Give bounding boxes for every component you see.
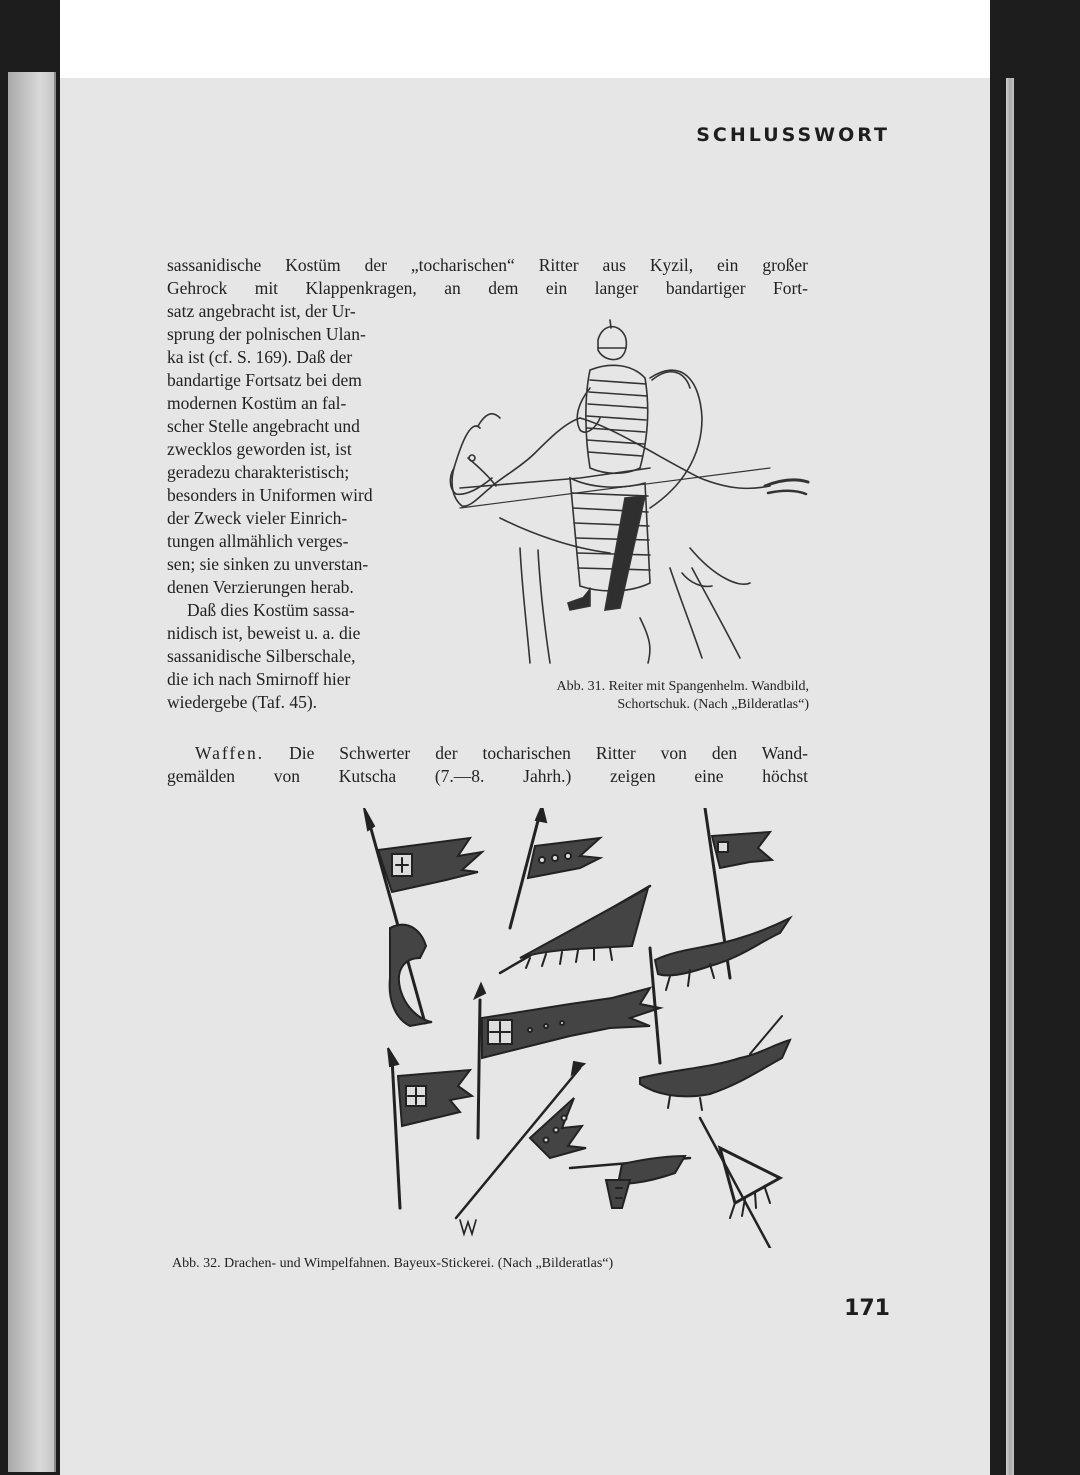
column-line: sen; sie sinken zu unverstan- xyxy=(167,554,369,574)
column-line: sassanidische Silberschale, xyxy=(167,646,356,666)
left-page-edge xyxy=(8,72,56,1472)
section-lead: Waffen. xyxy=(195,743,265,763)
column-line: Daß dies Kostüm sassa- xyxy=(187,600,355,620)
page-edge-shadow xyxy=(1006,78,1014,1475)
paragraph-line xyxy=(167,742,808,765)
column-line: geradezu charakteristisch; xyxy=(167,462,350,482)
paragraph-line: gemälden von Kutscha (7.—8. Jahrh.) zeigen eine höchst xyxy=(167,766,808,786)
background-right xyxy=(990,0,1080,1475)
paragraph-text: Die Schwerter der tocharischen Ritter von den Wand- xyxy=(264,743,808,763)
figure-31-caption xyxy=(441,678,809,714)
figure-32-caption: Abb. 32. Drachen- und Wimpelfahnen. Bayeux-Stickerei. (Nach „Bilderatlas“) xyxy=(172,1256,614,1271)
figure-rider-illustration xyxy=(440,318,810,670)
page-number: 171 xyxy=(844,1296,890,1321)
caption-line: Abb. 31. Reiter mit Spangenhelm. Wandbild, xyxy=(556,679,809,694)
caption-line: Schortschuk. (Nach „Bilderatlas“) xyxy=(617,697,809,712)
figure-banners-illustration xyxy=(350,808,820,1248)
column-line: denen Verzierungen herab. xyxy=(167,577,354,597)
column-line: nidisch ist, beweist u. a. die xyxy=(167,623,361,643)
column-line: bandartige Fortsatz bei dem xyxy=(167,370,362,390)
column-line: scher Stelle angebracht und xyxy=(167,416,360,436)
column-line: zwecklos geworden ist, ist xyxy=(167,439,352,459)
column-line: wiedergebe (Taf. 45). xyxy=(167,692,318,712)
column-line: tungen allmählich verges- xyxy=(167,531,349,551)
column-line: der Zweck vieler Einrich- xyxy=(167,508,348,528)
body-line-full-1: sassanidische Kostüm der „tocharischen“ Ritter aus Kyzil, ein großer xyxy=(167,255,808,275)
column-line: ka ist (cf. S. 169). Daß der xyxy=(167,347,353,367)
paragraph-waffen xyxy=(167,742,808,788)
column-line: die ich nach Smirnoff hier xyxy=(167,669,351,689)
column-line: sprung der polnischen Ulan- xyxy=(167,324,366,344)
column-line: modernen Kostüm an fal- xyxy=(167,393,347,413)
column-line: besonders in Uniformen wird xyxy=(167,485,373,505)
column-line: satz angebracht ist, der Ur- xyxy=(167,301,356,321)
body-line-full-2: Gehrock mit Klappenkragen, an dem ein langer bandartiger Fort- xyxy=(167,278,808,298)
body-column xyxy=(167,300,431,714)
running-head: SCHLUSSWORT xyxy=(696,124,890,146)
